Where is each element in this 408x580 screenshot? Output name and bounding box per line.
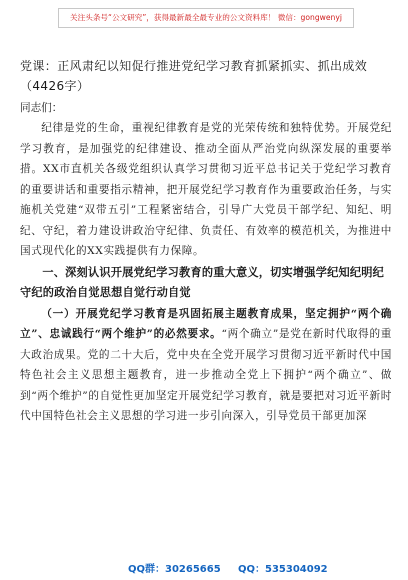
qq-group-label: QQ群：30265665 — [128, 564, 221, 575]
top-banner-notice: 关注头条号“公文研究”，获得最新最全最专业的公文资料库！ 微信：gongwenyj — [58, 8, 354, 28]
qq-contact-label: QQ：535304092 — [238, 564, 328, 575]
subsection-paragraph — [20, 304, 392, 427]
document-body — [20, 56, 392, 427]
salutation: 同志们： — [20, 102, 63, 114]
subsection-heading: （一）开展党纪学习教育是巩固拓展主题教育成果，坚定拥护“两个确立”、忠诚践行“两个维护”的必然要求。 — [20, 307, 392, 340]
footer-contact — [0, 558, 408, 578]
document-title: 党课：正风肃纪以知促行推进党纪学习教育抓紧抓实、抓出成效（4426字） — [20, 59, 368, 93]
section-heading: 一、深刻认识开展党纪学习教育的重大意义，切实增强学纪知纪明纪守纪的政治自觉思想自觉行动自觉 — [20, 265, 385, 299]
intro-paragraph: 纪律是党的生命，重视纪律教育是党的光荣传统和独特优势。开展党纪学习教育，是加强党的纪律建设、推动全面从严治党向纵深发展的重要举措。XX市直机关各级党组织认真学习贯彻习近平总书记关于党纪学习教育的重要讲话和重要指示精神，把开展党纪学习教育作为重要政治任务，与实施机关党建“双带五引”工程紧密结合，引导广大党员干部学纪、知纪、明纪、守纪，着力建设讲政治守纪律、负责任、有效率的模范机关，为推进中国式现代化的XX实践提供有力保障。 — [20, 122, 392, 257]
subsection-body: “两个确立”是党在新时代取得的重大政治成果。党的二十大后，党中央在全党开展学习贯彻习近平新时代中国特色社会主义思想主题教育，进一步推动全党上下拥护“两个确立”、做到“两个维护”的自觉性更加坚定开展党纪学习教育，就是要把对习近平新时代中国特色社会主义思想的学习进一步引向深入，引导党员干部更加深 — [20, 328, 392, 422]
